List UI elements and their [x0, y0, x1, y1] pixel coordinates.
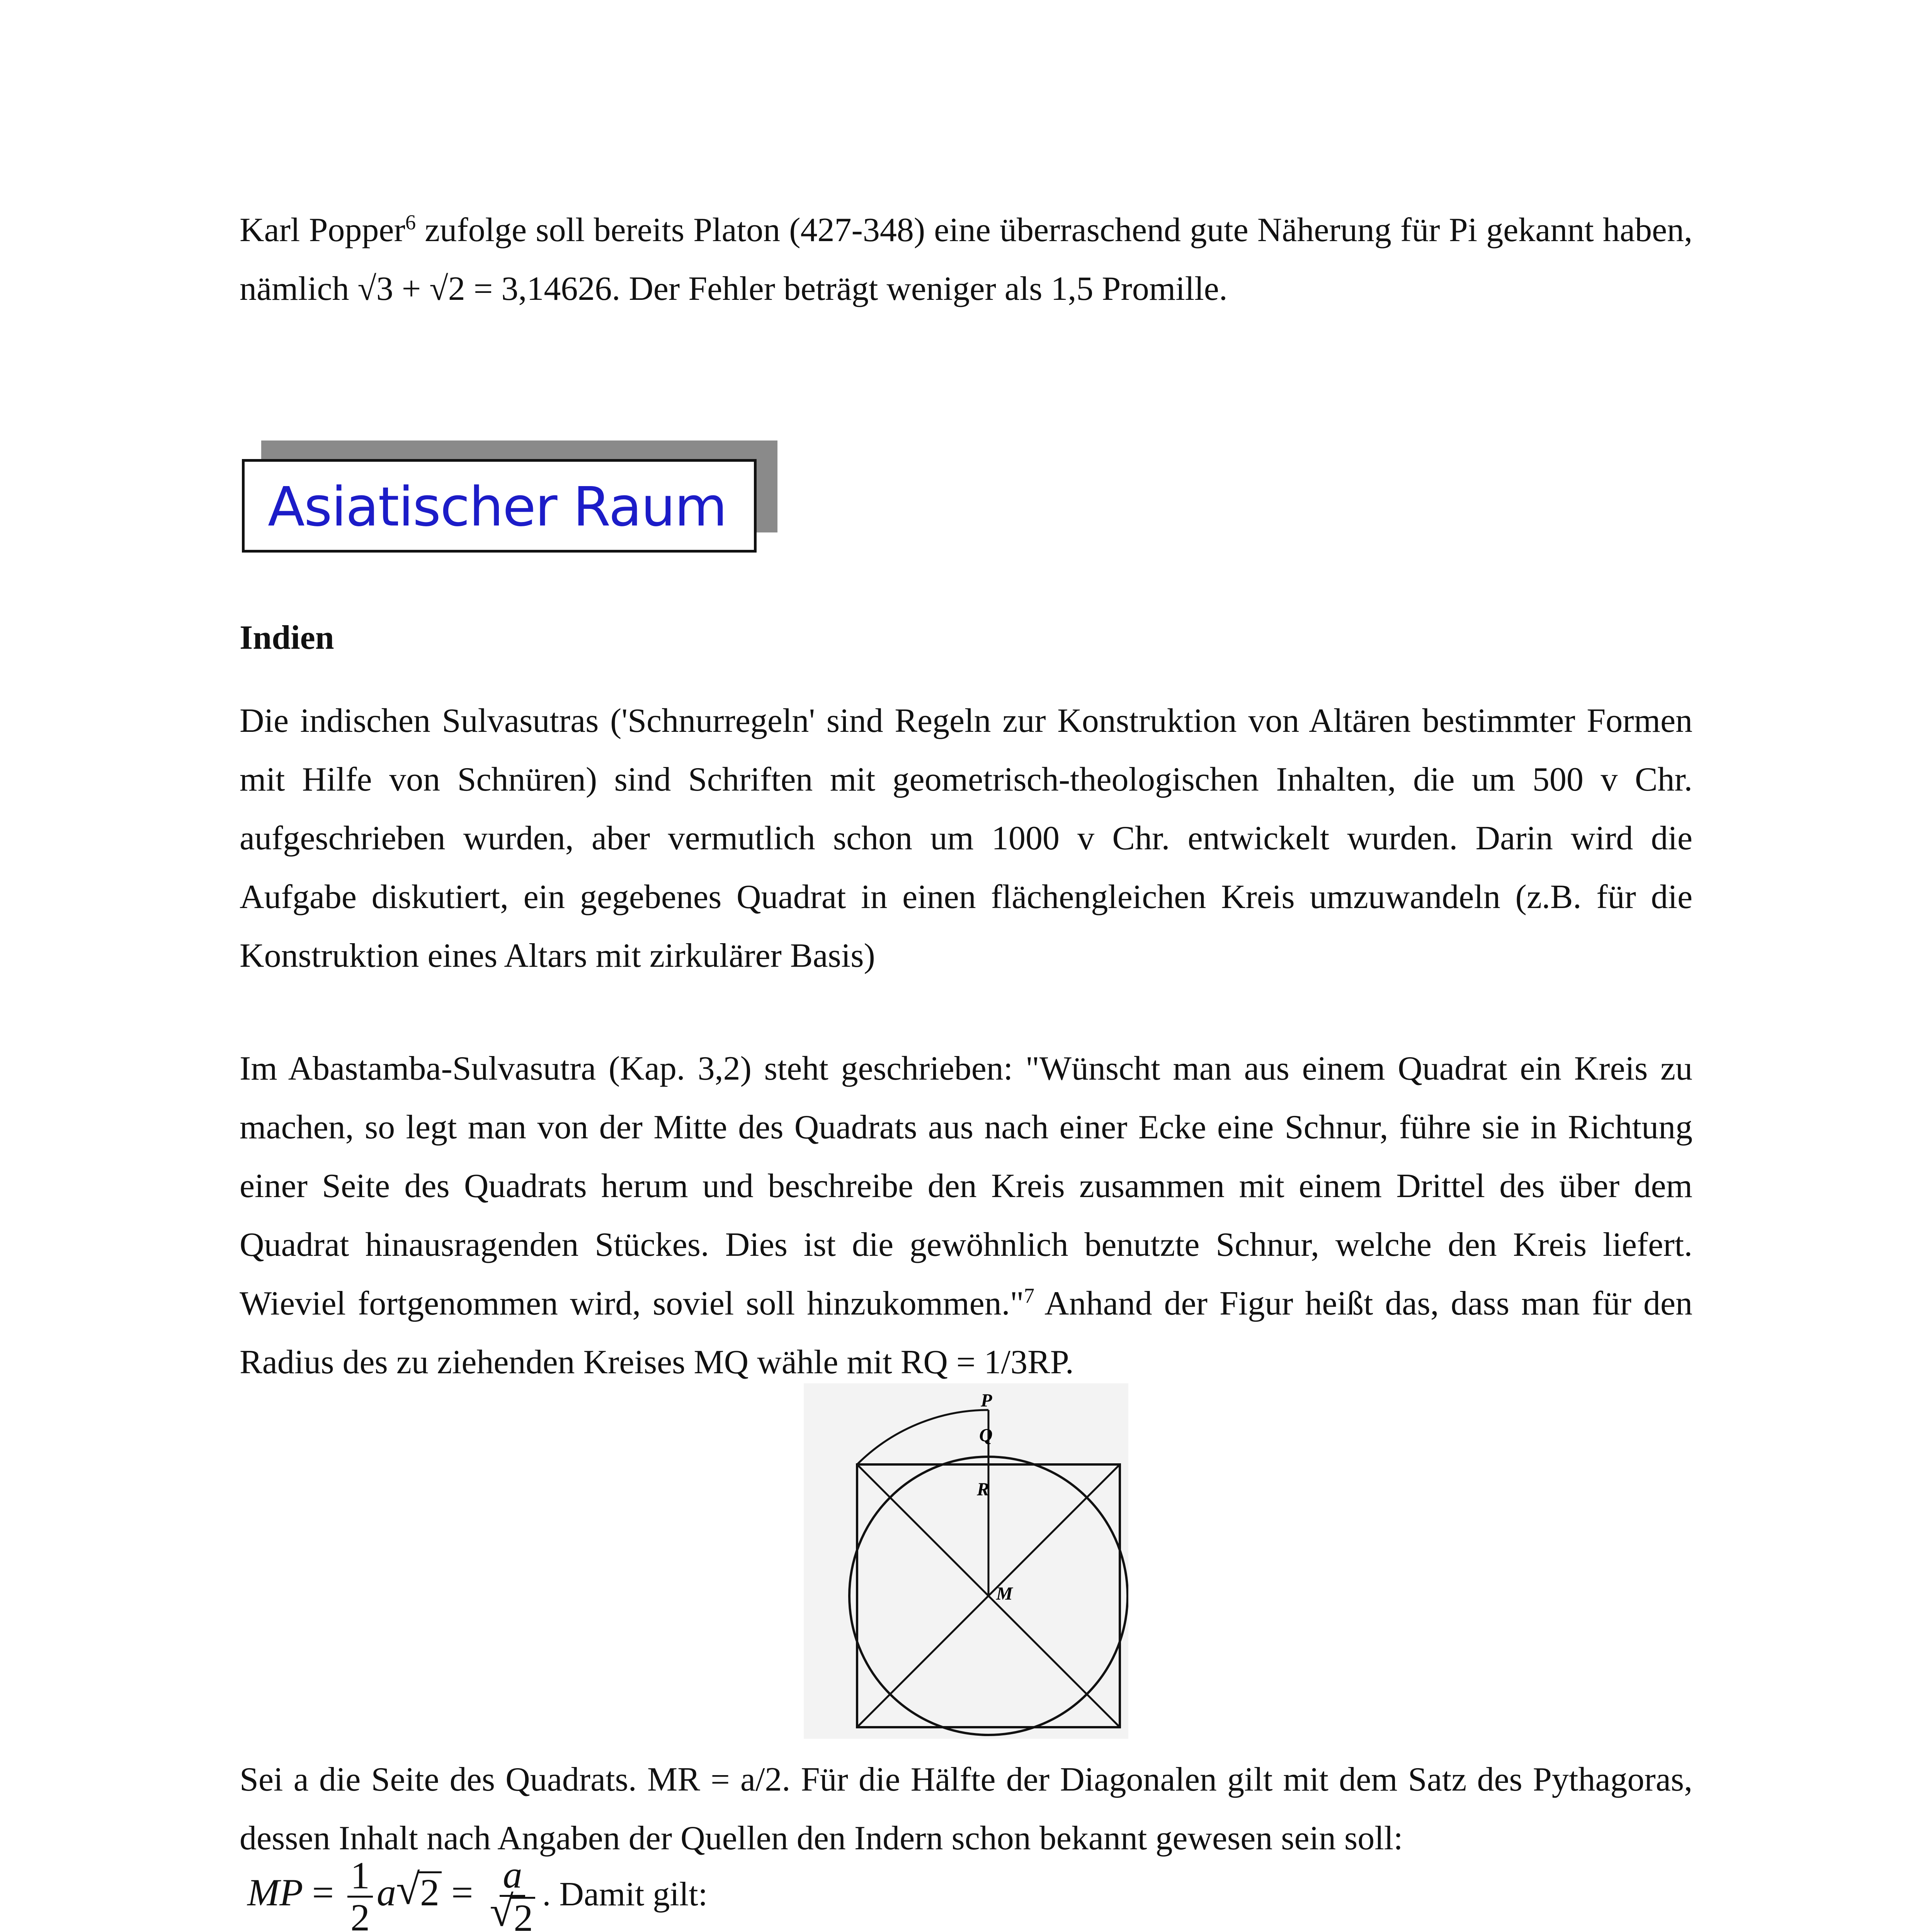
intro-paragraph	[240, 201, 1692, 318]
label-q: Q	[979, 1425, 993, 1446]
paragraph-abastamba	[240, 1039, 1692, 1392]
eq1-sqrt: √ 2	[396, 1870, 442, 1915]
paragraph-pythagoras: Sei a die Seite des Quadrats. MR = a/2. Für die Hälfte der Diagonalen gilt mit dem Satz des Pythagoras, dessen Inhalt nach Angaben der Quellen den Indern schon bekannt gewesen sein soll:	[240, 1761, 1692, 1857]
label-p: P	[981, 1390, 992, 1411]
footnote-ref-6[interactable]: 6	[405, 210, 416, 234]
arc-to-p	[857, 1410, 988, 1464]
eq1-a-over-sqrt2: a √ 2	[486, 1855, 538, 1932]
subheading-indien: Indien	[240, 619, 334, 656]
eq1-a: a	[376, 1871, 396, 1914]
equation-mp	[247, 1855, 708, 1932]
paragraph-sulvasutras: Die indischen Sulvasutras ('Schnurregeln' sind Regeln zur Konstruktion von Altären bestimmter Formen mit Hilfe von Schnüren) sind Schriften mit geometrisch-theologischen Inhalten, die um 500 v Chr. aufgeschrieben wurden, aber vermutlich schon um 1000 v Chr. entwickelt wurden. Darin wird die Aufgabe diskutiert, ein gegebenes Quadrat in einen flächengleichen Kreis umzuwandeln (z.B. für die Konstruktion eines Altars mit zirkulärer Basis)	[240, 702, 1692, 975]
footnote-ref-7[interactable]: 7	[1024, 1284, 1034, 1308]
intro-text-start: Karl Popper	[240, 211, 405, 249]
circle-square-diagram	[804, 1383, 1128, 1739]
eq1-equals: =	[312, 1871, 334, 1914]
geometry-figure	[804, 1383, 1128, 1739]
eq1-equals-2: =	[451, 1871, 473, 1914]
section-heading: Asiatischer Raum	[268, 476, 727, 539]
eq1-tail: . Damit gilt:	[542, 1875, 708, 1913]
section-heading-box	[242, 459, 757, 553]
label-m: M	[996, 1583, 1013, 1604]
quote-followup: Anhand der Figur heißt das, dass man für den Radius des zu ziehenden Kreises MQ wähle mit RQ = 1/3RP.	[240, 1285, 1692, 1381]
eq1-lhs: MP	[247, 1871, 303, 1914]
label-r: R	[977, 1479, 990, 1500]
intro-text-rest: zufolge soll bereits Platon (427-348) eine überraschend gute Näherung für Pi gekannt haben, nämlich √3 + √2 = 3,14626. Der Fehler beträgt weniger als 1,5 Promille.	[240, 211, 1693, 308]
quote-text: Im Abastamba-Sulvasutra (Kap. 3,2) steht geschrieben: "Wünscht man aus einem Quadrat ein Kreis zu machen, so legt man von der Mitte des Quadrats aus nach einer Ecke eine Schnur, führe sie in Richtung einer Seite des Quadrats herum und beschreibe den Kreis zusammen mit einem Drittel des über dem Quadrat hinausragenden Stückes. Dies ist die gewöhnlich benutzte Schnur, welche den Kreis liefert. Wieviel fortgenommen wird, soviel soll hinzukommen."	[240, 1050, 1692, 1322]
eq1-half: $\frac{1}{2}$	[347, 1855, 373, 1932]
